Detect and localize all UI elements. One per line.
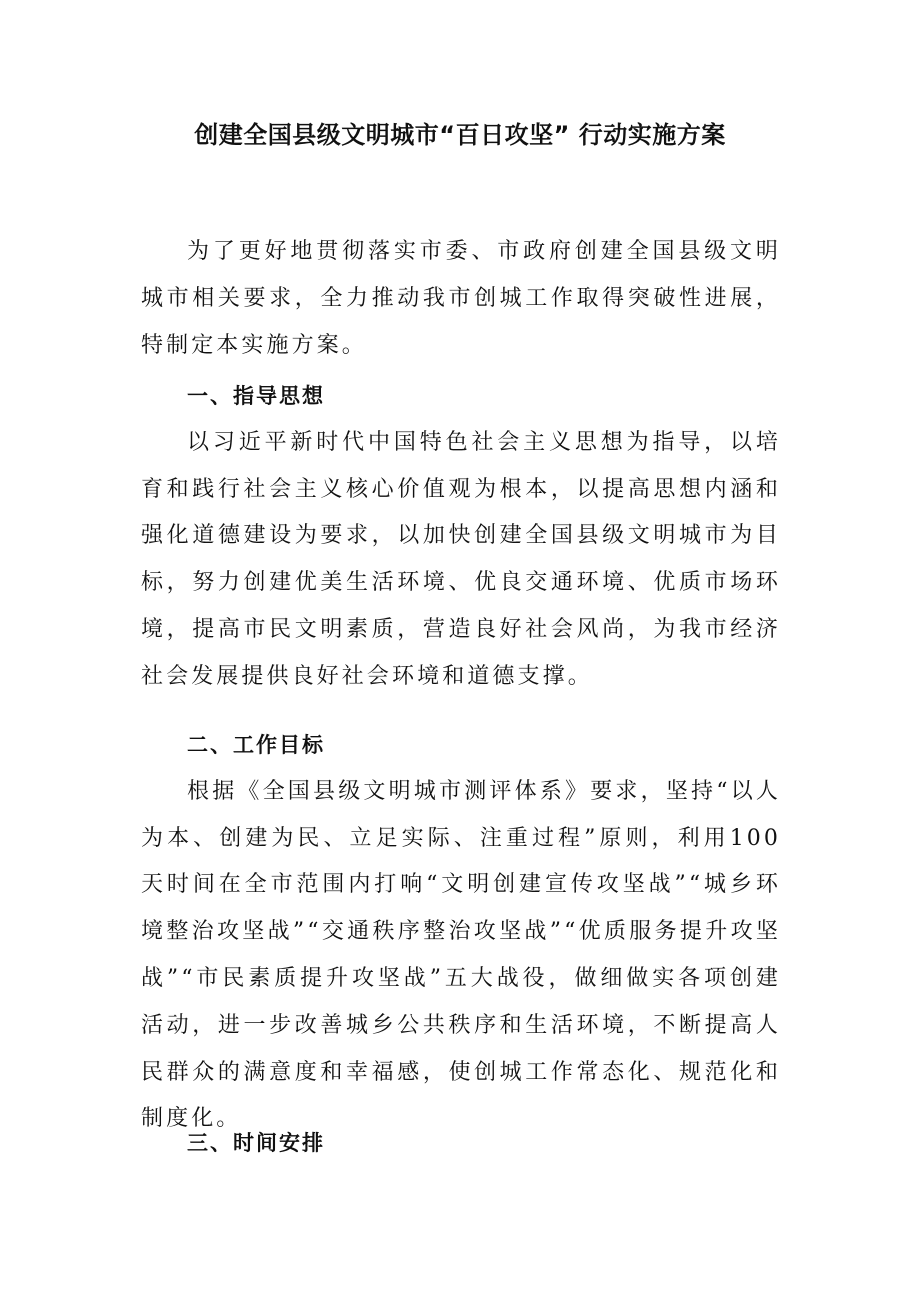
section-heading: 二、工作目标 bbox=[187, 733, 325, 757]
section-paragraph: 根据《全国县级文明城市测评体系》要求，坚持“以人为本、创建为民、立足实际、注重过程”原则，利用100天时间在全市范围内打响“文明创建宣传攻坚战”“城乡环境整治攻坚战”“交通秩序整治攻坚战”“优质服务提升攻坚战”“市民素质提升攻坚战”五大战役，做细做实各项创建活动，进一步改善城乡公共秩序和生活环境，不断提高人民群众的满意度和幸福感，使创城工作常态化、规范化和制度化。 bbox=[141, 778, 781, 1132]
document-title: 创建全国县级文明城市“百日攻坚” 行动实施方案 bbox=[194, 121, 726, 149]
section-schedule bbox=[141, 1120, 781, 1167]
section-guiding-ideology bbox=[141, 373, 781, 701]
intro-paragraph: 为了更好地贯彻落实市委、市政府创建全国县级文明城市相关要求，全力推动我市创城工作取得突破性进展，特制定本实施方案。 bbox=[141, 239, 781, 358]
section-paragraph: 以习近平新时代中国特色社会主义思想为指导，以培育和践行社会主义核心价值观为根本，以提高思想内涵和强化道德建设为要求，以加快创建全国县级文明城市为目标，努力创建优美生活环境、优良交通环境、优质市场环境，提高市民文明素质，营造良好社会风尚，为我市经济社会发展提供良好社会环境和道德支撑。 bbox=[141, 429, 781, 689]
section-work-goals bbox=[141, 722, 781, 1143]
section-heading: 三、时间安排 bbox=[187, 1131, 325, 1155]
intro-block bbox=[141, 229, 781, 369]
section-heading: 一、指导思想 bbox=[187, 384, 325, 408]
